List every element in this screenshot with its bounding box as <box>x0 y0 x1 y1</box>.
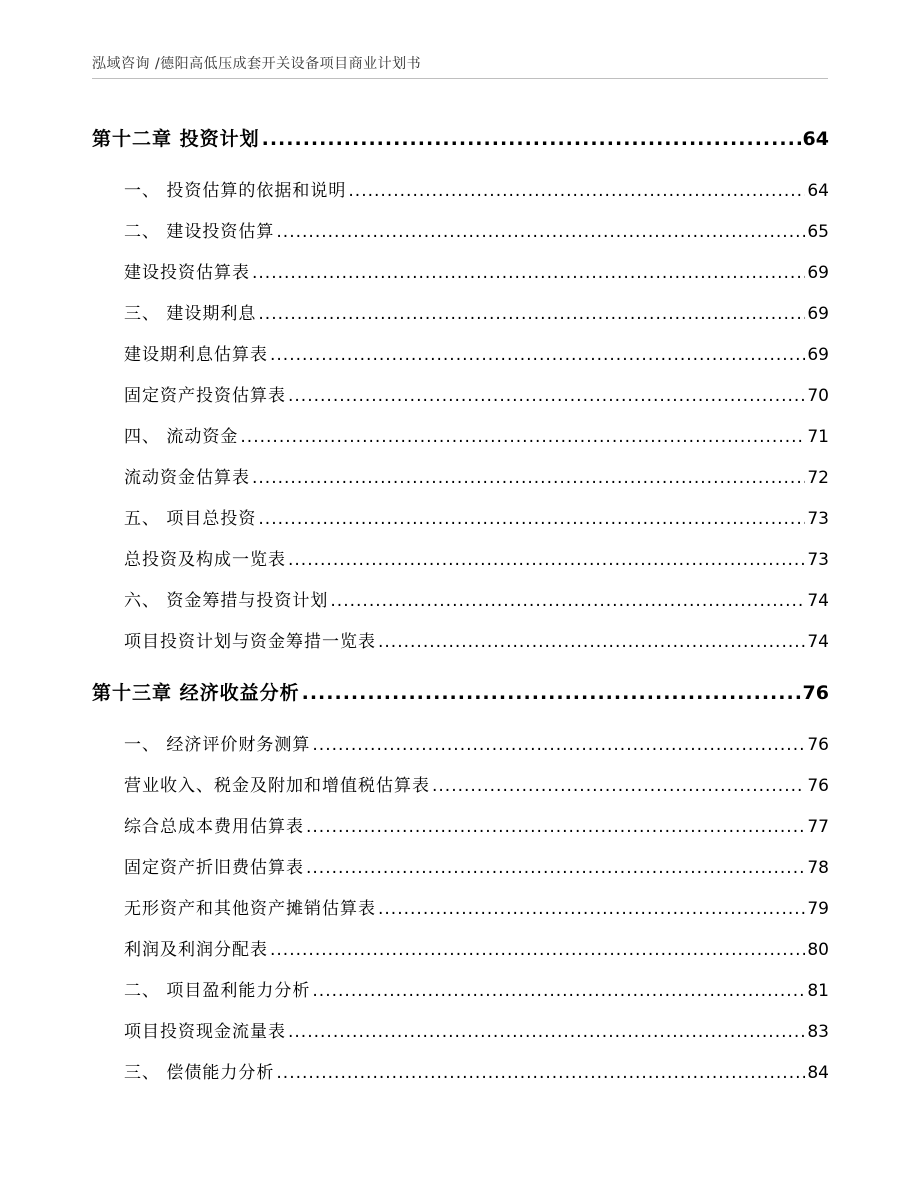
toc-leader-dots <box>378 632 805 652</box>
toc-page-number: 70 <box>807 386 829 406</box>
toc-chapter-13[interactable] <box>92 678 829 705</box>
toc-leader-dots <box>432 776 805 796</box>
toc-page-number: 71 <box>807 427 829 447</box>
toc-chapter-title: 第十二章 投资计划 <box>92 128 260 150</box>
toc-entry[interactable] <box>124 586 829 611</box>
header-rule <box>92 78 828 79</box>
toc-leader-dots <box>330 591 805 611</box>
toc-entry[interactable] <box>124 894 829 919</box>
toc-page-number: 83 <box>807 1022 829 1042</box>
toc-page-number: 73 <box>807 550 829 570</box>
toc-page-number: 73 <box>807 509 829 529</box>
toc-entry[interactable] <box>124 463 829 488</box>
toc-entry[interactable] <box>124 381 829 406</box>
toc-leader-dots <box>276 222 805 242</box>
toc-entry-title: 固定资产折旧费估算表 <box>124 858 304 878</box>
toc-entry[interactable] <box>124 812 829 837</box>
toc-page-number: 69 <box>807 304 829 324</box>
toc-entry-title: 三、 建设期利息 <box>124 304 257 324</box>
toc-entry[interactable] <box>124 1058 829 1083</box>
toc-entry-title: 五、 项目总投资 <box>124 509 257 529</box>
toc-entry[interactable] <box>124 730 829 755</box>
toc-page-number: 80 <box>807 940 829 960</box>
toc-entry[interactable] <box>124 976 829 1001</box>
toc-page-number: 74 <box>807 632 829 652</box>
toc-leader-dots <box>262 128 801 150</box>
toc-entry-title: 建设投资估算表 <box>124 263 250 283</box>
toc-entry-title: 项目投资计划与资金筹措一览表 <box>124 632 376 652</box>
toc-entry[interactable] <box>124 176 829 201</box>
toc-entry[interactable] <box>124 422 829 447</box>
toc-leader-dots <box>270 940 805 960</box>
toc-page-number: 76 <box>807 776 829 796</box>
toc-chapter-title: 第十三章 经济收益分析 <box>92 682 300 704</box>
toc-leader-dots <box>252 468 805 488</box>
toc-entry[interactable] <box>124 853 829 878</box>
toc-page-number: 81 <box>807 981 829 1001</box>
toc-page-number: 72 <box>807 468 829 488</box>
toc-entry[interactable] <box>124 258 829 283</box>
toc-page-number: 69 <box>807 345 829 365</box>
toc-entry[interactable] <box>124 1017 829 1042</box>
toc-leader-dots <box>302 682 801 704</box>
toc-leader-dots <box>288 386 805 406</box>
toc-entry-title: 无形资产和其他资产摊销估算表 <box>124 899 376 919</box>
toc-entry-title: 综合总成本费用估算表 <box>124 817 304 837</box>
toc-entry-title: 三、 偿债能力分析 <box>124 1063 275 1083</box>
toc-leader-dots <box>312 981 805 1001</box>
toc-entry[interactable] <box>124 627 829 652</box>
toc-entry[interactable] <box>124 935 829 960</box>
toc-entry[interactable] <box>124 771 829 796</box>
toc-entry-title: 总投资及构成一览表 <box>124 550 286 570</box>
toc-leader-dots <box>258 304 805 324</box>
toc-leader-dots <box>306 817 805 837</box>
toc-entry-title: 一、 投资估算的依据和说明 <box>124 181 347 201</box>
toc-entry[interactable] <box>124 504 829 529</box>
toc-leader-dots <box>270 345 805 365</box>
toc-page-number: 84 <box>807 1063 829 1083</box>
toc-entry[interactable] <box>124 217 829 242</box>
toc-page-number: 76 <box>807 735 829 755</box>
running-header: 泓域咨询 /德阳高低压成套开关设备项目商业计划书 <box>92 56 422 72</box>
toc-leader-dots <box>252 263 805 283</box>
toc-page-number: 76 <box>802 682 829 704</box>
toc-leader-dots <box>240 427 805 447</box>
toc-leader-dots <box>348 181 805 201</box>
toc-entry[interactable] <box>124 545 829 570</box>
toc-entry-title: 六、 资金筹措与投资计划 <box>124 591 329 611</box>
toc-page-number: 65 <box>807 222 829 242</box>
toc-entry-title: 固定资产投资估算表 <box>124 386 286 406</box>
toc-entry-title: 利润及利润分配表 <box>124 940 268 960</box>
toc-entry-title: 营业收入、税金及附加和增值税估算表 <box>124 776 430 796</box>
toc-entry-title: 二、 建设投资估算 <box>124 222 275 242</box>
toc-page-number: 64 <box>807 181 829 201</box>
toc-leader-dots <box>288 550 805 570</box>
toc-leader-dots <box>276 1063 805 1083</box>
toc-entry-title: 流动资金估算表 <box>124 468 250 488</box>
toc-page-number: 74 <box>807 591 829 611</box>
toc-page-number: 79 <box>807 899 829 919</box>
toc-entry[interactable] <box>124 299 829 324</box>
toc-page-number: 69 <box>807 263 829 283</box>
toc-page-number: 78 <box>807 858 829 878</box>
toc-leader-dots <box>288 1022 805 1042</box>
toc-entry-title: 建设期利息估算表 <box>124 345 268 365</box>
toc-entry-title: 四、 流动资金 <box>124 427 239 447</box>
toc-leader-dots <box>378 899 805 919</box>
toc-leader-dots <box>258 509 805 529</box>
toc-entry-title: 项目投资现金流量表 <box>124 1022 286 1042</box>
toc-entry[interactable] <box>124 340 829 365</box>
toc-chapter-12[interactable] <box>92 124 829 151</box>
toc-page-number: 64 <box>802 128 829 150</box>
toc-page-number: 77 <box>807 817 829 837</box>
toc-entry-title: 二、 项目盈利能力分析 <box>124 981 311 1001</box>
toc-leader-dots <box>306 858 805 878</box>
toc-leader-dots <box>312 735 805 755</box>
toc-entry-title: 一、 经济评价财务测算 <box>124 735 311 755</box>
